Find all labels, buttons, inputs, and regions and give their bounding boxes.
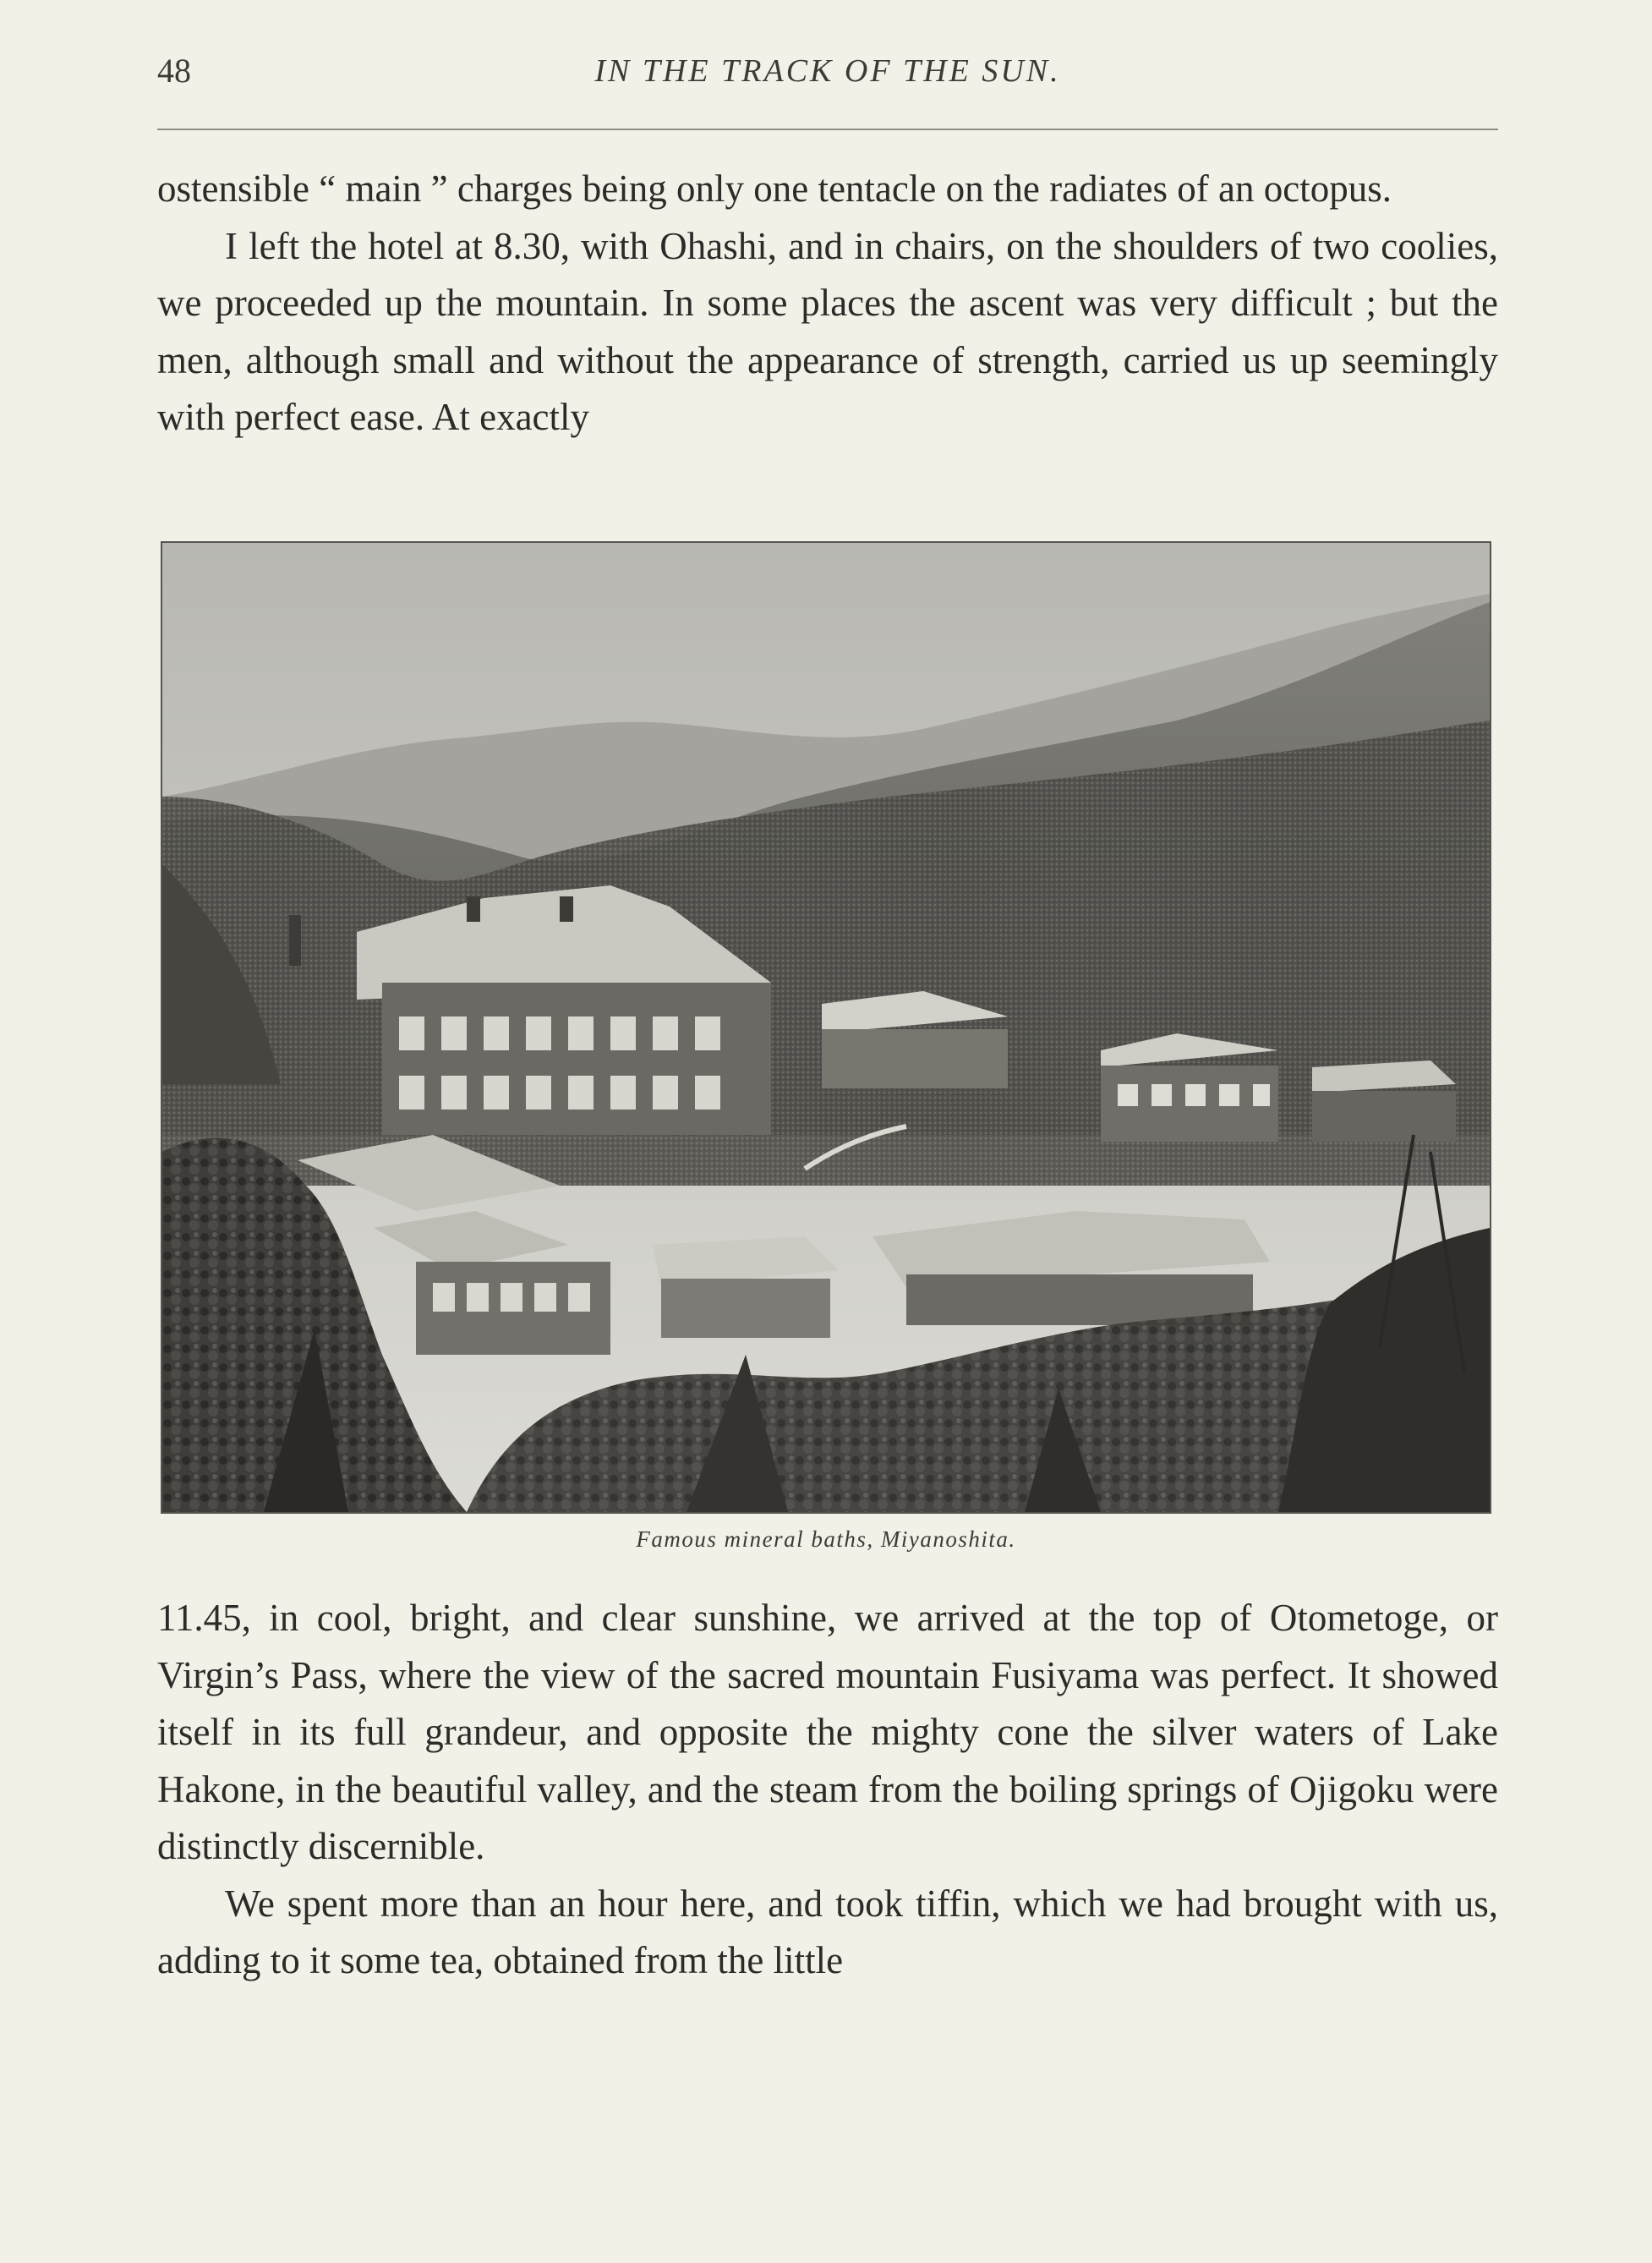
paragraph-tiffin: We spent more than an hour here, and took tiffin, which we had brought with us, adding to it some tea, obtained from the little [157,1882,1498,1981]
photo-miyanoshita-baths [161,541,1491,1514]
paragraph-arrival-pass: 11.45, in cool, bright, and clear sunshine, we arrived at the top of Otometoge, or Virgin’s Pass, where the view of the sacred mountain Fusiyama was perfect. It showed itself in its full grandeur, and opposite the mighty cone the silver waters of Lake Hakone, in the beautiful valley, and the steam from the boiling springs of Ojigoku were distinctly discernible. [157,1597,1498,1867]
page-number: 48 [157,52,191,90]
body-text-top [157,161,1498,447]
halftone-photo-illustration [162,543,1490,1512]
header-rule [157,129,1498,130]
paragraph-continued: ostensible “ main ” charges being only one tentacle on the radiates of an octopus. [157,167,1392,210]
running-title: IN THE TRACK OF THE SUN. [594,53,1061,89]
paragraph-hotel-departure: I left the hotel at 8.30, with Ohashi, and in chairs, on the shoulders of two coolies, we proceeded up the mountain. In some places the ascent was very difficult ; but the men, although small and without the appearance of strength, carried us up seemingly with perfect ease. At exactly [157,224,1498,438]
running-head [157,51,1498,101]
body-text-bottom [157,1590,1498,1990]
figure-caption: Famous mineral baths, Miyanoshita. [636,1526,1016,1552]
